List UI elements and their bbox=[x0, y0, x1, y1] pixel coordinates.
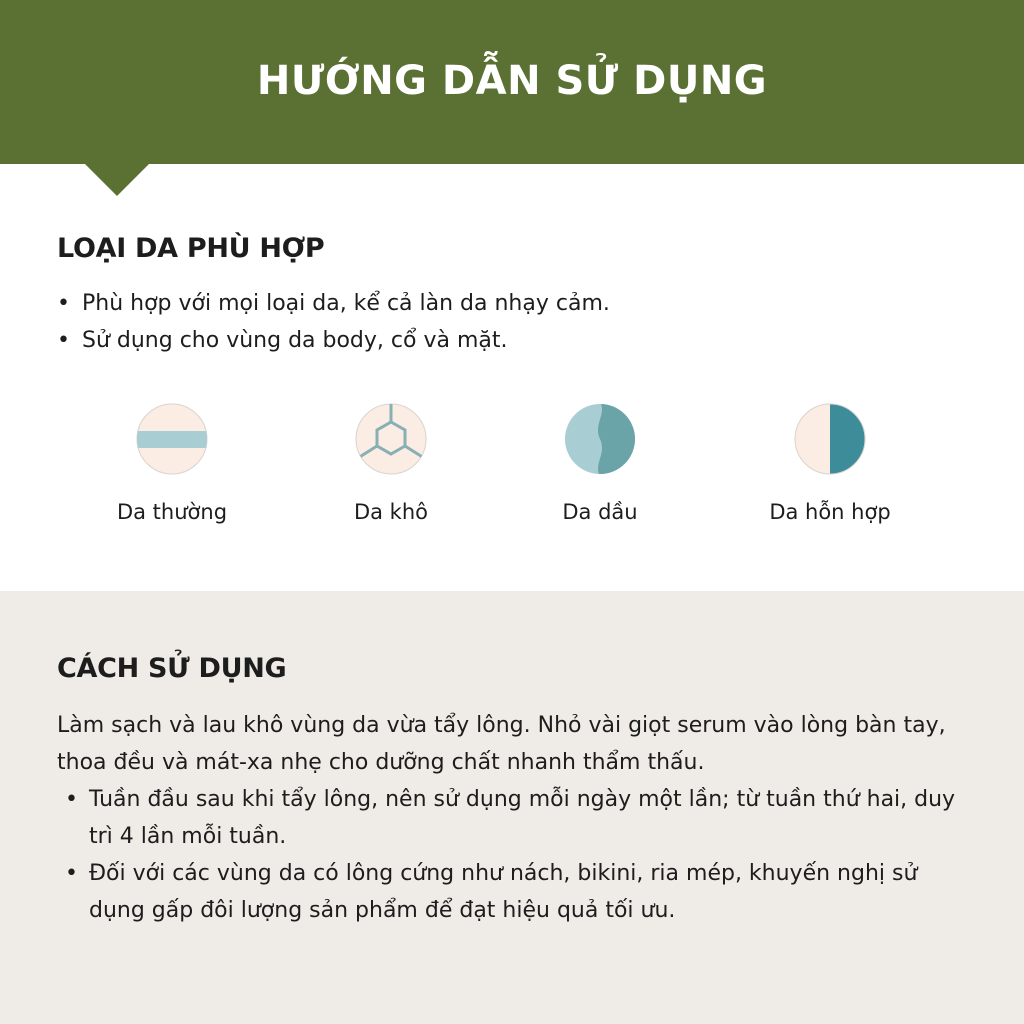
usage-intro: Làm sạch và lau khô vùng da vừa tẩy lông. Nhỏ vài giọt serum vào lòng bàn tay, thoa đều và mát-xa nhẹ cho dưỡng chất nhanh thẩm thấu. bbox=[57, 713, 946, 775]
skin-type-label: Da dầu bbox=[562, 500, 638, 524]
suitable-bullet: • Sử dụng cho vùng da body, cổ và mặt. bbox=[57, 322, 610, 359]
header-banner bbox=[0, 0, 1024, 164]
suitable-bullet: • Phù hợp với mọi loại da, kể cả làn da nhạy cảm. bbox=[57, 285, 610, 322]
suitable-bullet-list bbox=[57, 285, 610, 359]
skin-type-label: Da hỗn hợp bbox=[769, 500, 891, 524]
skin-type-label: Da thường bbox=[116, 500, 228, 524]
suitable-skin-title: LOẠI DA PHÙ HỢP bbox=[57, 233, 325, 264]
oily-skin-icon bbox=[563, 402, 637, 476]
usage-bullet: • Tuần đầu sau khi tẩy lông, nên sử dụng mỗi ngày một lần; từ tuần thứ hai, duy trì 4 lần mỗi tuần. bbox=[57, 781, 977, 855]
header-pointer bbox=[85, 164, 149, 196]
combination-skin-icon bbox=[793, 402, 867, 476]
page-title: HƯỚNG DẪN SỬ DỤNG bbox=[256, 58, 768, 104]
usage-bullet: • Đối với các vùng da có lông cứng như nách, bikini, ria mép, khuyến nghị sử dụng gấp đôi lượng sản phẩm để đạt hiệu quả tối ưu. bbox=[57, 855, 977, 929]
usage-bullet-list bbox=[57, 781, 977, 929]
skin-type-dry bbox=[291, 402, 491, 524]
skin-type-normal bbox=[72, 402, 272, 524]
skin-type-combination bbox=[730, 402, 930, 524]
dry-skin-icon bbox=[354, 402, 428, 476]
skin-type-label: Da khô bbox=[353, 500, 429, 524]
skin-type-oily bbox=[500, 402, 700, 524]
usage-title: CÁCH SỬ DỤNG bbox=[57, 653, 287, 684]
normal-skin-icon bbox=[135, 402, 209, 476]
